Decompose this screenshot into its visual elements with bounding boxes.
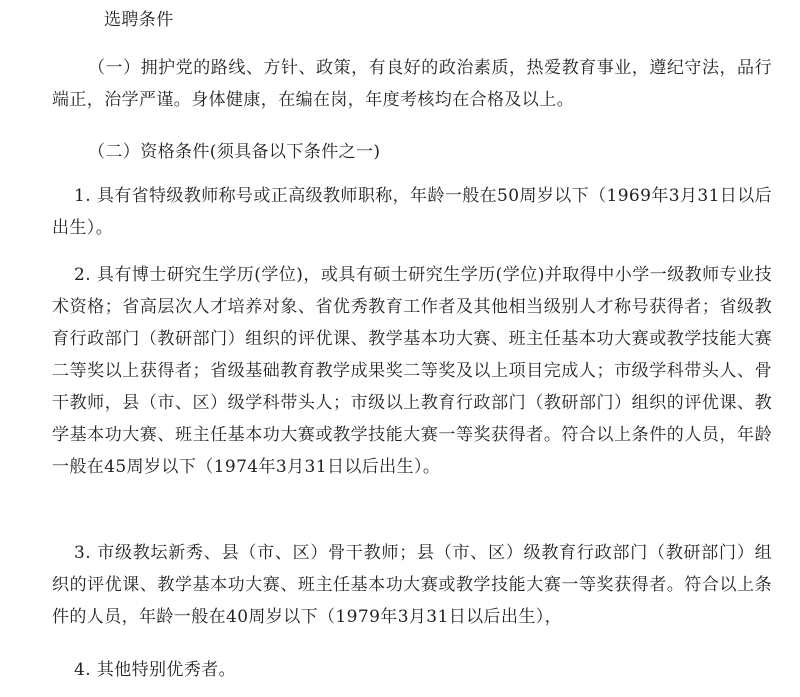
paragraph-qualification-heading: （二）资格条件(须具备以下条件之一): [88, 142, 381, 162]
paragraph-condition-3: 3. 市级教坛新秀、县（市、区）骨干教师；县（市、区）级教育行政部门（教研部门）组织的评优课、教学基本功大赛、班主任基本功大赛或教学技能大赛一等奖获得者。符合以上条件的人员，年龄一般在40周岁以下（1979年3月31日以后出生），: [52, 543, 772, 627]
paragraph-condition-2: 2. 具有博士研究生学历(学位)，或具有硕士研究生学历(学位)并取得中小学一级教师专业技术资格；省高层次人才培养对象、省优秀教育工作者及其他相当级别人才称号获得者；省级教育行政部门（教研部门）组织的评优课、教学基本功大赛、班主任基本功大赛或教学技能大赛二等奖以上获得者；省级基础教育教学成果奖二等奖及以上项目完成人；市级学科带头人、骨干教师，县（市、区）级学科带头人；市级以上教育行政部门（教研部门）组织的评优课、教学基本功大赛、班主任基本功大赛或教学技能大赛一等奖获得者。符合以上条件的人员，年龄一般在45周岁以下（1974年3月31日以后出生）。: [52, 265, 772, 477]
paragraph-condition-4: 4. 其他特别优秀者。: [74, 660, 237, 680]
paragraph-political-requirements: （一）拥护党的路线、方针、政策，有良好的政治素质，热爱教育事业，遵纪守法，品行端正，治学严谨。身体健康，在编在岗，年度考核均在合格及以上。: [52, 58, 772, 110]
paragraph-condition-1: 1. 具有省特级教师称号或正高级教师职称，年龄一般在50周岁以下（1969年3月31日以后出生）。: [52, 186, 772, 238]
section-heading: 选聘条件: [104, 10, 174, 30]
